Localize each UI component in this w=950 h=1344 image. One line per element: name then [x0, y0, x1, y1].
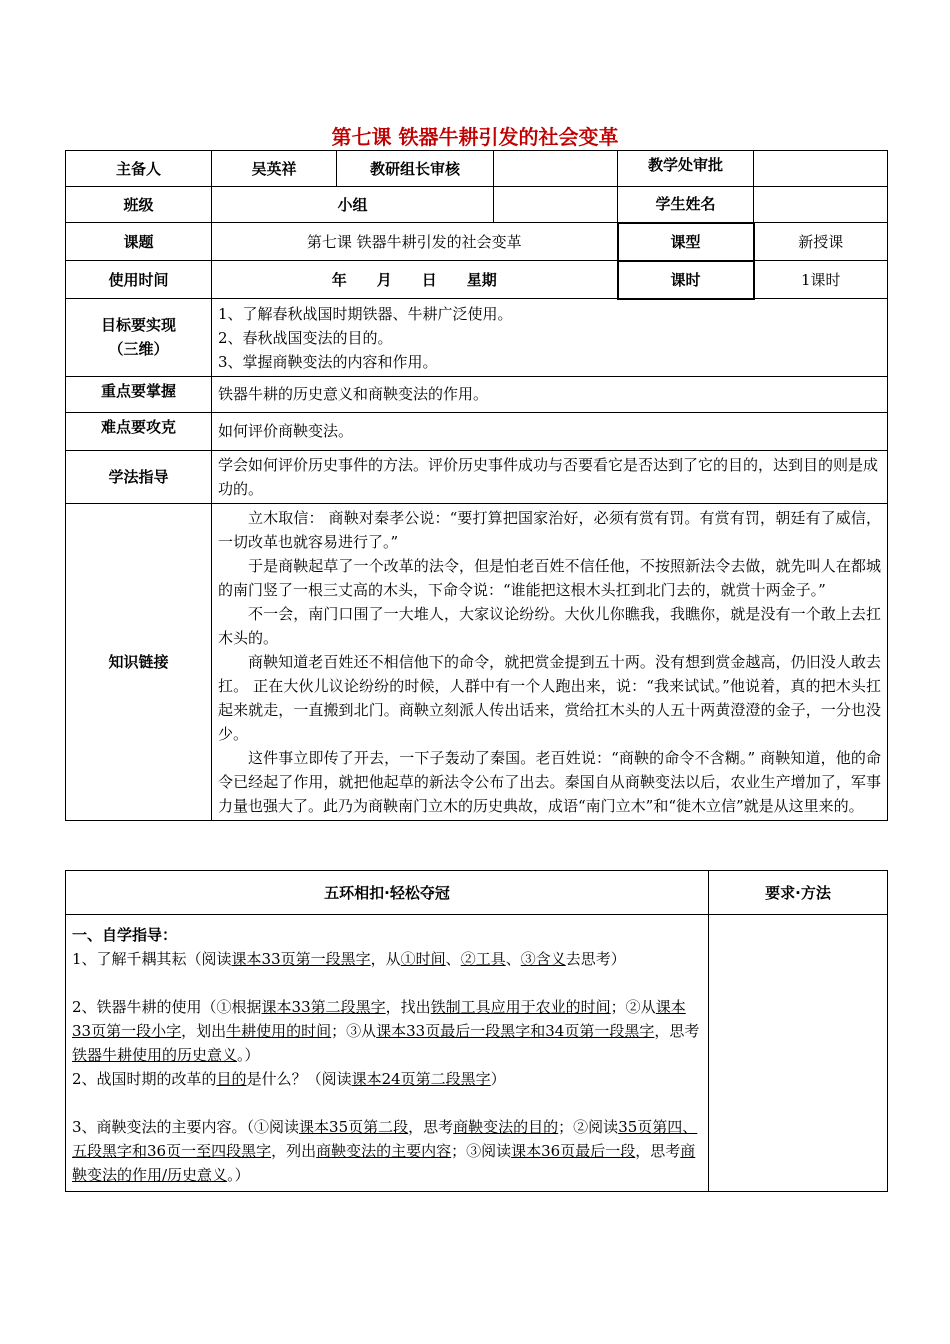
section-heading: 五环相扣·轻松夺冠 — [66, 871, 709, 915]
goal-item: 3、掌握商鞅变法的内容和作用。 — [218, 352, 438, 371]
question-1: 1、了解千耦其耘（阅读课本33页第一段黑字，从①时间、②工具、③含义去思考） — [72, 950, 626, 968]
group-value — [494, 187, 618, 223]
knowledge-paragraph: 不一会，南门口围了一大堆人，大家议论纷纷。大伙儿你瞧我，我瞧你，就是没有一个敢上去扛木头的。 — [218, 604, 881, 647]
goals-label — [66, 299, 212, 377]
office-label: 教学处审批 — [618, 151, 754, 187]
hours-label: 课时 — [618, 261, 754, 299]
knowledge-paragraph: 于是商鞅起草了一个改革的法令，但是怕老百姓不信任他，不按照新法令去做，就先叫人在都城的南门竖了一根三丈高的木头，下命令说：“谁能把这根木头扛到北门去的，就赏十两金子。” — [218, 556, 881, 599]
hours-value: 1课时 — [754, 261, 888, 299]
self-study-content — [66, 915, 709, 1192]
knowledge-content — [212, 503, 888, 820]
type-label: 课型 — [618, 223, 754, 261]
key-points-text: 铁器牛耕的历史意义和商鞅变法的作用。 — [212, 376, 888, 412]
method-label: 学法指导 — [66, 450, 212, 503]
student-value — [754, 187, 888, 223]
class-label: 班级 — [66, 187, 212, 223]
goals-label-line2: （三维） — [108, 340, 169, 359]
group-label: 小组 — [212, 187, 494, 223]
knowledge-paragraph: 这件事立即传了开去，一下子轰动了秦国。老百姓说：“商鞅的命令不含糊。” 商鞅知道，他的命令已经起了作用，就把他起草的新法令公布了出去。秦国自从商鞅变法以后，农业生产增加了，军事力量也强大了。此乃为商鞅南门立木的历史典故，成语“南门立木”和“徙木立信”就是从这里来的。 — [218, 748, 881, 815]
knowledge-paragraph: 立木取信： 商鞅对秦孝公说：“要打算把国家治好，必须有赏有罚。有赏有罚，朝廷有了威信，一切改革也就容易进行了。” — [218, 508, 881, 551]
preparer-name: 吴英祥 — [212, 151, 337, 187]
method-text: 学会如何评价历史事件的方法。评价历史事件成功与否要看它是否达到了它的目的，达到目的则是成功的。 — [212, 450, 888, 503]
time-label: 使用时间 — [66, 261, 212, 299]
question-2: 2、铁器牛耕的使用（①根据课本33第二段黑字，找出铁制工具应用于农业的时间；②从课本33页第一段小字，划出牛耕使用的时间；③从课本33页最后一段黑字和34页第一段黑字，思考铁器牛耕使用的历史意义。） — [72, 998, 700, 1064]
question-4: 3、商鞅变法的主要内容。（①阅读课本35页第二段，思考商鞅变法的目的；②阅读35页第四、五段黑字和36页一至四段黑字，列出商鞅变法的主要内容；③阅读课本36页最后一段，思考商鞅变法的作用/历史意义。） — [72, 1118, 698, 1184]
review-value — [494, 151, 618, 187]
type-value: 新授课 — [754, 223, 888, 261]
topic-value: 第七课 铁器牛耕引发的社会变革 — [212, 223, 618, 261]
self-study-heading: 一、自学指导： — [72, 926, 178, 944]
goals-content — [212, 299, 888, 377]
question-3: 2、战国时期的改革的目的是什么？（阅读课本24页第二段黑字） — [72, 1070, 506, 1088]
side-heading: 要求·方法 — [709, 871, 888, 915]
review-label: 教研组长审核 — [337, 151, 494, 187]
topic-label: 课题 — [66, 223, 212, 261]
goal-item: 2、春秋战国变法的目的。 — [218, 328, 393, 347]
preparer-label: 主备人 — [66, 151, 212, 187]
difficulty-text: 如何评价商鞅变法。 — [212, 412, 888, 450]
lesson-info-table — [65, 150, 888, 821]
requirements-column — [709, 915, 888, 1192]
difficulty-label: 难点要攻克 — [66, 412, 212, 450]
knowledge-paragraph: 商鞅知道老百姓还不相信他下的命令，就把赏金提到五十两。没有想到赏金越高，仍旧没人敢去扛。 正在大伙儿议论纷纷的时候，人群中有一个人跑出来，说：“我来试试。”他说着，真的把木头扛起来就走，一直搬到北门。商鞅立刻派人传出话来，赏给扛木头的人五十两黄澄澄的金子，一分也没少。 — [218, 652, 881, 743]
study-guide-table — [65, 870, 888, 1192]
goal-item: 1、了解春秋战国时期铁器、牛耕广泛使用。 — [218, 304, 513, 323]
time-value: 年 月 日 星期 — [212, 261, 618, 299]
goals-label-line1: 目标要实现 — [100, 316, 176, 335]
knowledge-label: 知识链接 — [66, 503, 212, 820]
key-points-label: 重点要掌握 — [66, 376, 212, 412]
student-label: 学生姓名 — [618, 187, 754, 223]
page-title: 第七课 铁器牛耕引发的社会变革 — [331, 125, 619, 149]
office-value — [754, 151, 888, 187]
